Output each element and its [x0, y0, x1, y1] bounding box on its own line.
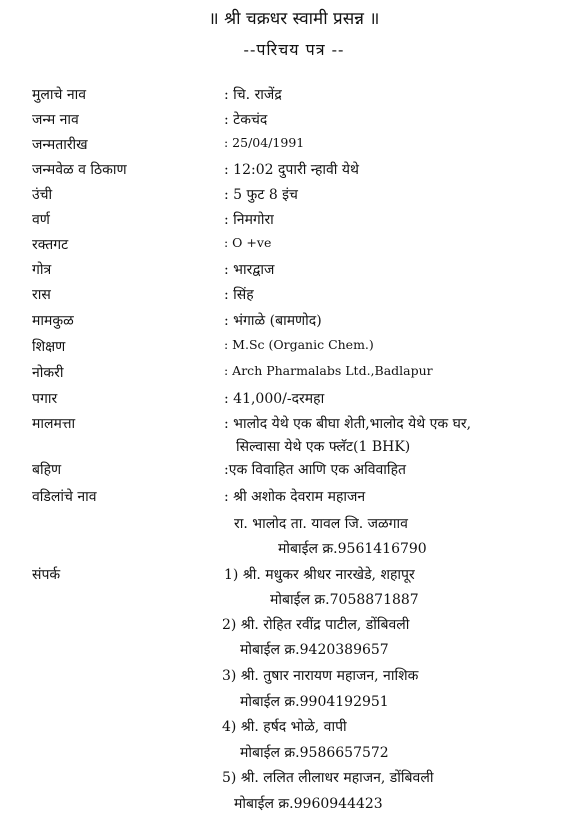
contact-entry-mobile: मोबाईल क्र.7058871887: [270, 592, 419, 608]
field-row: [0, 363, 588, 385]
field-label: जन्मवेळ व ठिकाण: [32, 162, 127, 178]
field-row: [0, 135, 588, 157]
contact-entry-name: 2) श्री. रोहित रवींद्र पाटील, डोंबिवली: [222, 617, 410, 633]
field-label: शिक्षण: [32, 339, 66, 355]
field-label: जन्मतारीख: [32, 137, 88, 153]
father-label: वडिलांचे नाव: [32, 489, 97, 505]
field-row: [0, 235, 588, 257]
field-label: मुलाचे नाव: [32, 87, 87, 103]
contact-row: [0, 565, 588, 587]
field-row: [0, 110, 588, 132]
field-label: पगार: [32, 391, 58, 407]
field-value: : 5 फुट 8 इंच: [224, 187, 298, 203]
field-row: [0, 260, 588, 282]
sister-row: [0, 460, 588, 482]
field-row: [0, 85, 588, 107]
field-label: गोत्र: [32, 262, 52, 278]
contact-entry-name: 1) श्री. मधुकर श्रीधर नारखेडे, शहापूर: [224, 567, 415, 583]
sister-value: :एक विवाहित आणि एक अविवाहित: [224, 462, 406, 478]
contact-entry-mobile: मोबाईल क्र.9420389657: [240, 642, 389, 658]
field-value: : निमगोरा: [224, 212, 274, 228]
field-row: [0, 337, 588, 359]
field-label: उंची: [32, 187, 53, 203]
field-row: [0, 210, 588, 232]
page-subtitle: --परिचय पत्र --: [243, 40, 345, 59]
field-value: : 12:02 दुपारी न्हावी येथे: [224, 162, 359, 178]
field-label: मामकुळ: [32, 313, 74, 329]
field-value: : Arch Pharmalabs Ltd.,Badlapur: [224, 363, 433, 378]
field-row: [0, 285, 588, 307]
property-row: [0, 414, 588, 436]
father-address: रा. भालोद ता. यावल जि. जळगाव: [234, 516, 408, 532]
field-label: वर्ण: [32, 212, 50, 228]
field-label: नोकरी: [32, 365, 64, 381]
field-value: : 41,000/-दरमहा: [224, 391, 325, 407]
contact-label: संपर्क: [32, 567, 61, 583]
field-label: रक्तगट: [32, 237, 69, 253]
field-value: : M.Sc (Organic Chem.): [224, 337, 374, 352]
property-value-line2: सिल्वासा येथे एक फ्लॅट(1 BHK): [236, 439, 411, 455]
contact-entry-name: 5) श्री. ललित लीलाधर महाजन, डोंबिवली: [222, 770, 434, 786]
field-value: : चि. राजेंद्र: [224, 87, 282, 103]
field-value: : भंगाळे (बामणोद): [224, 313, 322, 329]
field-value: : सिंह: [224, 287, 254, 303]
contact-entry-name: 3) श्री. तुषार नारायण महाजन, नाशिक: [222, 668, 419, 684]
contact-entry-mobile: मोबाईल क्र.9586657572: [240, 745, 389, 761]
page-title: ॥ श्री चक्रधर स्वामी प्रसन्न ॥: [208, 9, 380, 29]
contact-entry-mobile: मोबाईल क्र.9904192951: [240, 694, 389, 710]
field-value: : टेकचंद: [224, 112, 268, 128]
field-label: जन्म नाव: [32, 112, 79, 128]
contact-entry-mobile: मोबाईल क्र.9960944423: [234, 796, 383, 812]
field-row: [0, 185, 588, 207]
field-value: : भारद्वाज: [224, 262, 275, 278]
field-row: [0, 311, 588, 333]
field-row: [0, 389, 588, 411]
sister-label: बहिण: [32, 462, 62, 478]
father-mobile: मोबाईल क्र.9561416790: [278, 541, 427, 557]
field-value: : O +ve: [224, 235, 272, 250]
contact-entry-name: 4) श्री. हर्षद भोळे, वापी: [222, 719, 347, 735]
property-label: मालमत्ता: [32, 416, 76, 432]
field-label: रास: [32, 287, 51, 303]
father-name: : श्री अशोक देवराम महाजन: [224, 489, 366, 505]
father-row: [0, 487, 588, 509]
field-value: : 25/04/1991: [224, 135, 305, 150]
property-value-line1: : भालोद येथे एक बीघा शेती,भालोद येथे एक घर,: [224, 416, 472, 432]
field-row: [0, 160, 588, 182]
